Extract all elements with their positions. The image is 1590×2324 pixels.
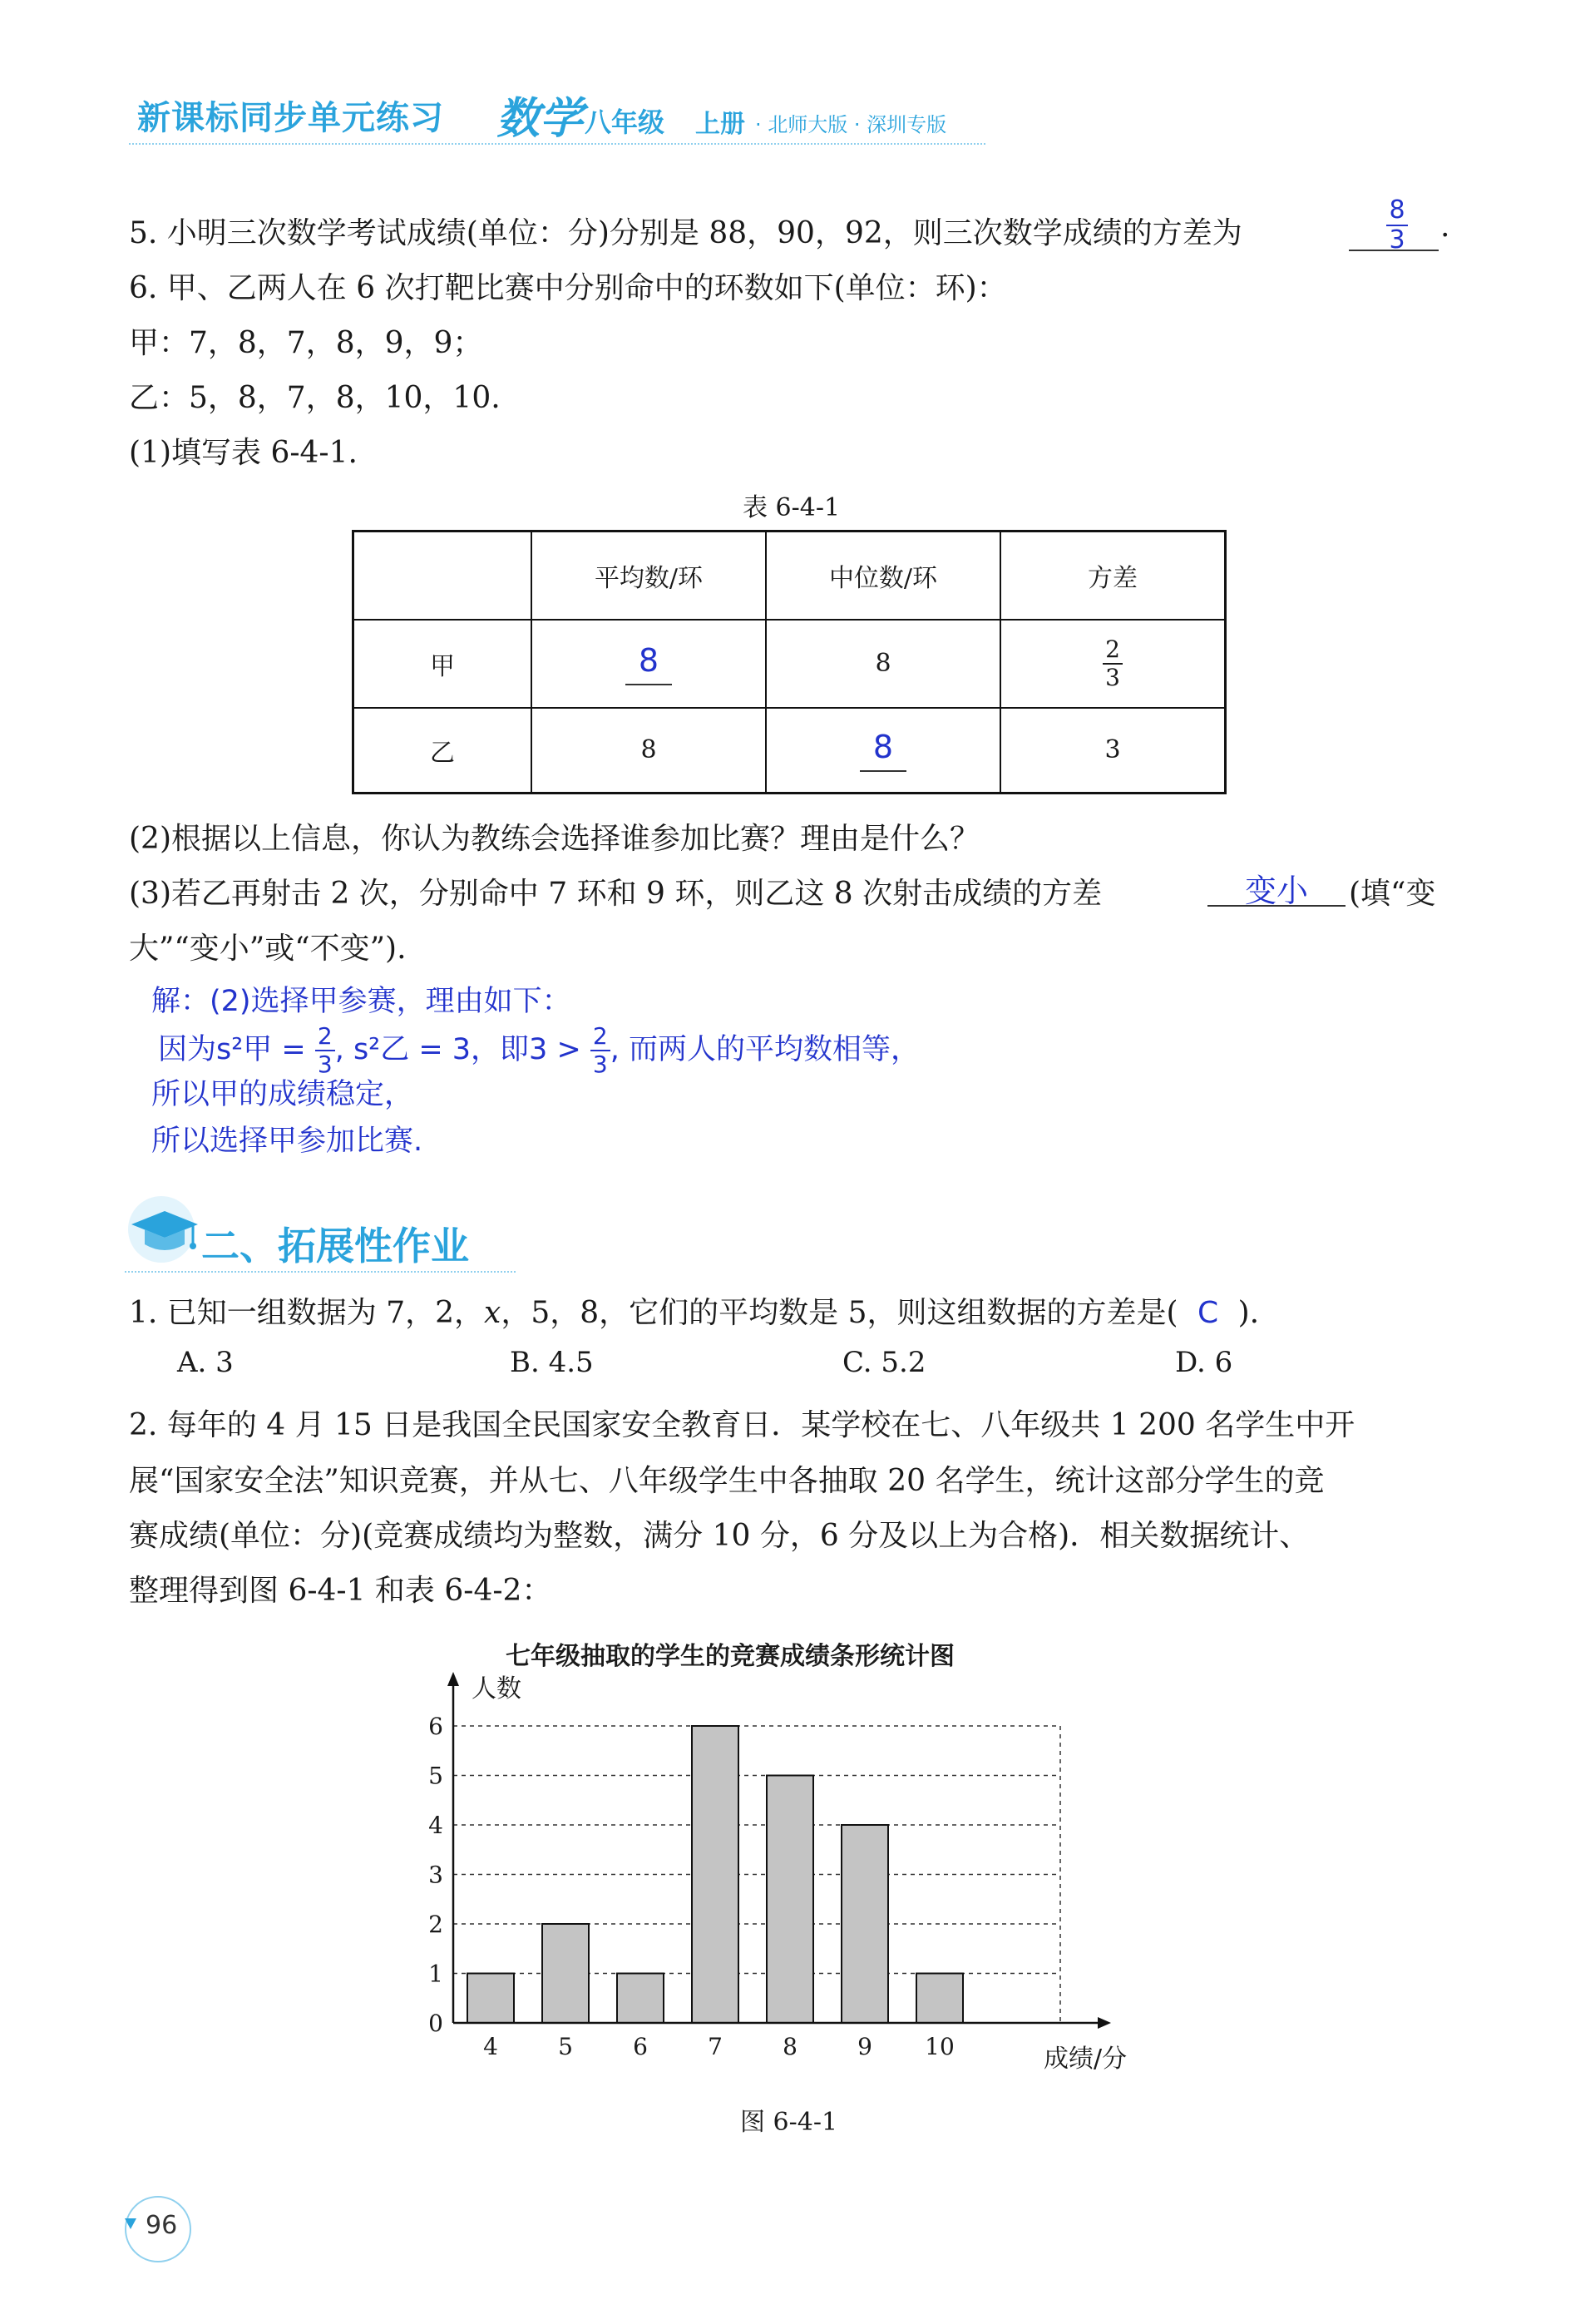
solution-line4: 所以选择甲参加比赛. xyxy=(151,1125,423,1158)
e1-option-d: D. 6 xyxy=(1175,1346,1233,1379)
e1-option-c: C. 5.2 xyxy=(842,1346,926,1379)
q6-part3-underline xyxy=(1207,905,1346,907)
e2-line1: 2. 每年的 4 月 15 日是我国全民国家安全教育日．某学校在七、八年级共 1 200 名学生中开 xyxy=(129,1408,1355,1442)
y-tick-label: 5 xyxy=(428,1762,443,1790)
q6-part1: (1)填写表 6-4-1. xyxy=(129,436,358,470)
section2-title: 二、拓展性作业 xyxy=(201,1224,469,1268)
solution-line2-b: , s²乙 = 3，即3 > xyxy=(334,1033,581,1066)
y-tick-label: 2 xyxy=(428,1911,443,1938)
x-tick-label: 10 xyxy=(925,2033,955,2060)
solution-line2 xyxy=(158,1022,921,1078)
table-header-mean: 平均数/环 xyxy=(531,532,766,620)
q6-stem: 6. 甲、乙两人在 6 次打靶比赛中分别命中的环数如下(单位：环)： xyxy=(129,271,1007,305)
e1-question xyxy=(129,1289,1259,1332)
graduation-cap-icon xyxy=(125,1191,201,1269)
q6-part3-answer: 变小 xyxy=(1244,873,1308,909)
x-tick-label: 7 xyxy=(708,2033,723,2060)
q6-part3-b: (填“变 xyxy=(1349,877,1436,911)
solution-line2-c: , 而两人的平均数相等， xyxy=(610,1033,921,1066)
solution-frac2-den: 3 xyxy=(592,1051,608,1078)
e2-line3: 赛成绩(单位：分)(竞赛成绩均为整数，满分 10 分，6 分及以上为合格)．相关数据统计、 xyxy=(129,1519,1310,1553)
subject-label: 数学 xyxy=(496,94,584,144)
y-tick-label: 4 xyxy=(428,1812,443,1839)
table-header-empty xyxy=(353,532,532,620)
bar xyxy=(842,1825,888,2023)
q5-answer-numerator: 8 xyxy=(1386,198,1407,226)
bar xyxy=(767,1776,813,2024)
x-tick-label: 4 xyxy=(483,2033,498,2060)
page-number: 96 xyxy=(146,2211,178,2240)
solution-line2-a: 因为s²甲 = xyxy=(158,1033,306,1066)
bar xyxy=(467,1974,514,2024)
q6-part3-a: (3)若乙再射击 2 次，分别命中 7 环和 9 环，则乙这 8 次射击成绩的方差 xyxy=(129,877,1103,911)
solution-frac2-num: 2 xyxy=(590,1025,610,1051)
grade-label: 八年级 xyxy=(585,106,665,138)
header-divider xyxy=(129,143,985,145)
y-tick-label: 6 xyxy=(428,1713,443,1740)
bar xyxy=(542,1924,589,2023)
table-header-median: 中位数/环 xyxy=(766,532,1000,620)
chart-title: 七年级抽取的学生的竞赛成绩条形统计图 xyxy=(506,1642,955,1671)
jia-variance-numerator: 2 xyxy=(1103,638,1123,665)
e1-var: x xyxy=(484,1296,501,1330)
book-title: 新课标同步单元练习 xyxy=(137,99,444,137)
e1-text-b: ，5，8，它们的平均数是 5，则这组数据的方差是( xyxy=(501,1296,1178,1330)
q6-yi-data: 乙：5，8，7，8，10，10. xyxy=(129,381,501,415)
y-tick-label: 0 xyxy=(428,2010,443,2037)
q5-end: . xyxy=(1440,210,1450,244)
jia-variance-denominator: 3 xyxy=(1105,663,1120,691)
table-row-yi-mean: 8 xyxy=(531,708,766,794)
table-row-jia-label: 甲 xyxy=(353,620,532,708)
table-row-jia-mean xyxy=(531,620,766,708)
chart-caption: 图 6-4-1 xyxy=(740,2108,838,2137)
triangle-marker-icon xyxy=(123,2216,138,2234)
e1-answer: C xyxy=(1197,1296,1219,1330)
q6-part2: (2)根据以上信息，你认为教练会选择谁参加比赛？理由是什么？ xyxy=(129,822,980,856)
solution-line1: 解：(2)选择甲参赛，理由如下： xyxy=(151,985,571,1018)
x-tick-label: 8 xyxy=(783,2033,797,2060)
table-header-variance: 方差 xyxy=(1000,532,1226,620)
solution-line3: 所以甲的成绩稳定， xyxy=(151,1078,414,1111)
e2-line2: 展“国家安全法”知识竞赛，并从七、八年级学生中各抽取 20 名学生，统计这部分学生的竞 xyxy=(129,1464,1325,1498)
table-row-jia-median: 8 xyxy=(766,620,1000,708)
x-axis-label: 成绩/分 xyxy=(1044,2045,1128,2074)
e1-text-a: 1. 已知一组数据为 7，2， xyxy=(129,1296,485,1330)
solution-frac1-num: 2 xyxy=(315,1025,335,1051)
table-row-yi-label: 乙 xyxy=(353,708,532,794)
bar xyxy=(916,1974,963,2024)
volume-label: 上册 xyxy=(695,110,745,139)
q5-answer-denominator: 3 xyxy=(1389,225,1405,255)
table-row-yi-median xyxy=(766,708,1000,794)
x-axis-arrow xyxy=(1098,2017,1111,2029)
y-tick-label: 3 xyxy=(428,1861,443,1889)
e1-option-b: B. 4.5 xyxy=(510,1346,594,1379)
q6-jia-data: 甲：7，8，7，8，9，9； xyxy=(129,326,483,360)
jia-mean-answer: 8 xyxy=(625,642,672,685)
bar-chart xyxy=(416,1664,1164,2096)
bar xyxy=(692,1726,738,2023)
q5-answer xyxy=(1355,195,1439,255)
e2-line4: 整理得到图 6-4-1 和表 6-4-2： xyxy=(129,1574,552,1608)
q5-answer-underline xyxy=(1349,250,1439,251)
edition-label: · 北师大版 · 深圳专版 xyxy=(755,113,947,136)
table-caption: 表 6-4-1 xyxy=(743,493,841,522)
y-axis-label: 人数 xyxy=(472,1674,521,1703)
e1-text-c: ). xyxy=(1237,1296,1260,1330)
q6-part3-c: 大”“变小”或“不变”). xyxy=(129,932,407,966)
bar xyxy=(617,1974,664,2024)
e1-option-a: A. 3 xyxy=(177,1346,234,1379)
y-tick-label: 1 xyxy=(428,1960,443,1988)
table-row-jia-variance xyxy=(1000,620,1226,708)
solution-frac1-den: 3 xyxy=(317,1051,333,1078)
yi-median-answer: 8 xyxy=(860,729,906,772)
score-table xyxy=(352,530,1227,794)
x-tick-label: 6 xyxy=(633,2033,648,2060)
y-axis-arrow xyxy=(447,1672,459,1686)
q5-text: 5. 小明三次数学考试成绩(单位：分)分别是 88，90，92，则三次数学成绩的方差为 xyxy=(129,216,1242,250)
x-tick-label: 9 xyxy=(857,2033,872,2060)
section2-divider xyxy=(125,1271,516,1273)
x-tick-label: 5 xyxy=(558,2033,573,2060)
table-row-yi-variance: 3 xyxy=(1000,708,1226,794)
